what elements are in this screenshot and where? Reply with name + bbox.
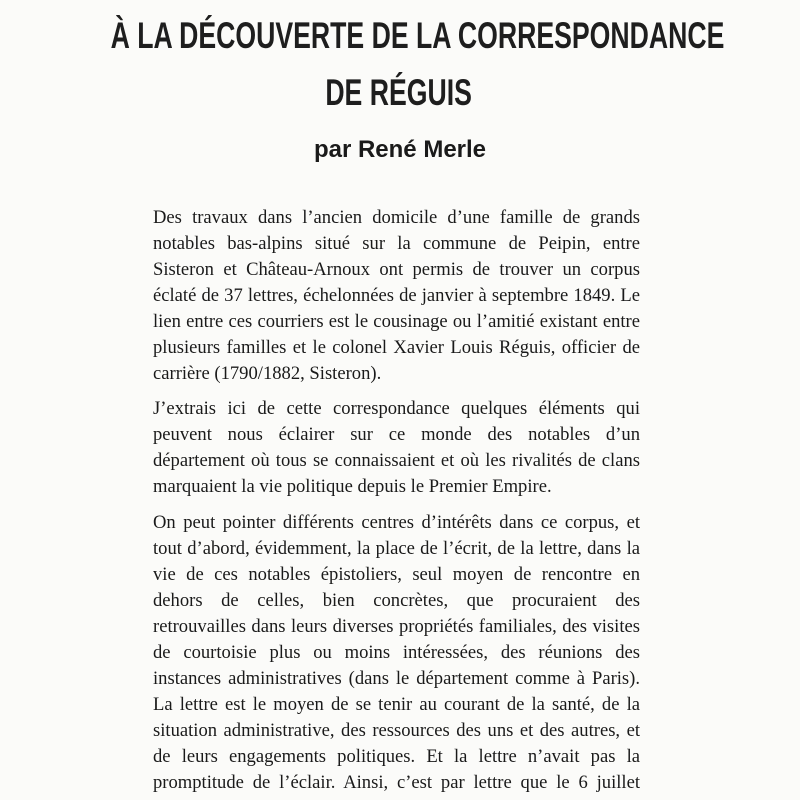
text-line: promptitude de l’éclair. Ainsi, c’est par lettre que le 6 juillet bbox=[153, 772, 640, 793]
text-line: notables bas-alpins situé sur la commune de Peipin, entre bbox=[153, 233, 640, 254]
text-line: Sisteron et Château-Arnoux ont permis de trouver un corpus bbox=[153, 259, 640, 280]
text-line: dehors de celles, bien concrètes, que procuraient des bbox=[153, 590, 640, 611]
text-line: On peut pointer différents centres d’intérêts dans ce corpus, et bbox=[153, 512, 640, 533]
article-title-line-1: À LA DÉCOUVERTE DE LA CORRESPONDANCE bbox=[110, 15, 725, 56]
text-line: lien entre ces courriers est le cousinage ou l’amitié existant entre bbox=[153, 311, 640, 332]
text-line: éclaté de 37 lettres, échelonnées de janvier à septembre 1849. Le bbox=[153, 285, 640, 306]
text-line: tout d’abord, évidemment, la place de l’écrit, de la lettre, dans la bbox=[153, 538, 640, 559]
text-line: marquaient la vie politique depuis le Premier Empire. bbox=[153, 476, 552, 497]
article-title-line-2: DE RÉGUIS bbox=[325, 72, 472, 113]
text-line: vie de ces notables épistoliers, seul moyen de rencontre en bbox=[153, 564, 640, 585]
article-byline: par René Merle bbox=[313, 136, 487, 163]
text-line: département où tous se connaissaient et où les rivalités de clans bbox=[153, 450, 640, 471]
text-line: J’extrais ici de cette correspondance quelques éléments qui bbox=[153, 398, 640, 419]
text-line: de leurs engagements politiques. Et la lettre n’avait pas la bbox=[153, 746, 640, 767]
text-line: peuvent nous éclairer sur ce monde des notables d’un bbox=[153, 424, 640, 445]
text-line: carrière (1790/1882, Sisteron). bbox=[153, 363, 382, 384]
text-line: instances administratives (dans le département comme à Paris). bbox=[153, 668, 640, 689]
text-line: retrouvailles dans leurs diverses propriétés familiales, des visites bbox=[153, 616, 640, 637]
text-line: plusieurs familles et le colonel Xavier Louis Réguis, officier de bbox=[153, 337, 640, 358]
text-line: de courtoisie plus ou moins intéressées, des réunions des bbox=[153, 642, 640, 663]
text-line: situation administrative, des ressources des uns et des autres, et bbox=[153, 720, 640, 741]
text-line: La lettre est le moyen de se tenir au courant de la santé, de la bbox=[153, 694, 640, 715]
text-line: Des travaux dans l’ancien domicile d’une famille de grands bbox=[153, 207, 640, 228]
